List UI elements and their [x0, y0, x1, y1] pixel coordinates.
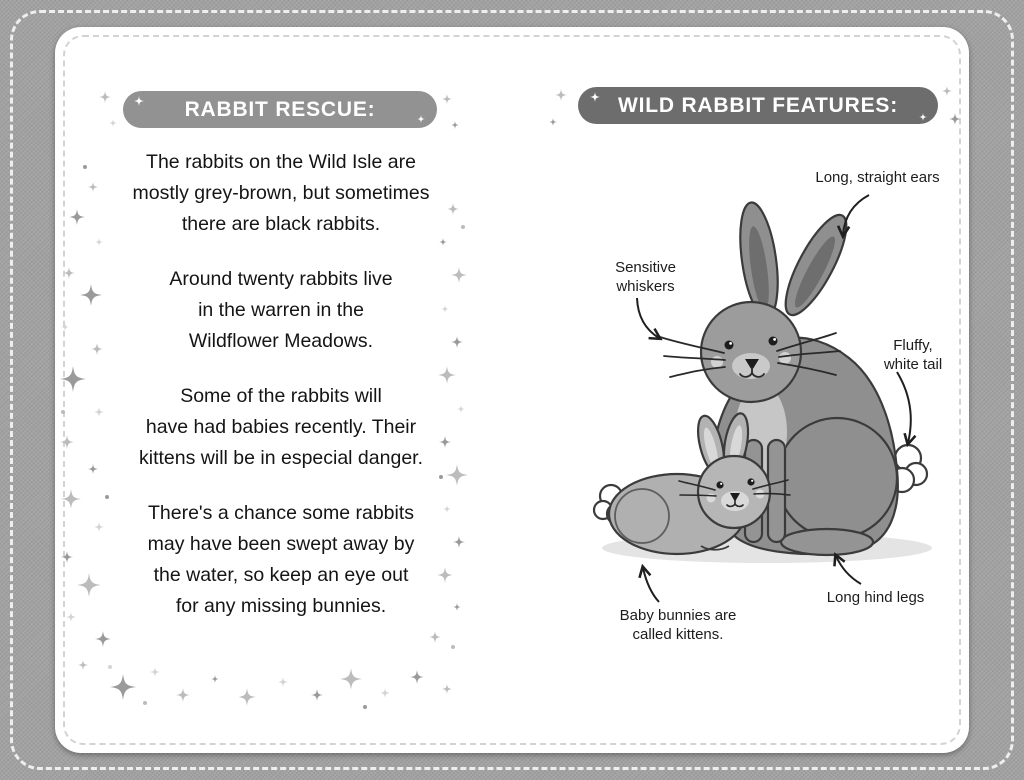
- paragraph-4: [95, 498, 467, 622]
- sparkle-icon: [61, 323, 69, 331]
- label-line: Sensitive: [615, 259, 676, 276]
- sparkle-icon: [69, 209, 85, 225]
- text-line: There's a chance some rabbits: [147, 502, 415, 524]
- sparkle-icon: [143, 701, 147, 705]
- sparkle-icon: [63, 267, 75, 279]
- book-page: [55, 27, 969, 753]
- sparkle-icon: [363, 705, 367, 709]
- text-line: kittens will be in especial danger.: [139, 447, 423, 469]
- sparkle-icon: [78, 660, 88, 670]
- sparkle-icon: [942, 86, 952, 96]
- paragraph-3: [95, 381, 467, 474]
- sparkle-icon: [410, 670, 424, 684]
- sparkle-icon: [108, 665, 112, 669]
- left-header-title: RABBIT RESCUE:: [184, 97, 376, 121]
- text-line: Some of the rabbits will: [180, 385, 382, 407]
- label-baby-bunnies: [608, 606, 748, 644]
- sparkle-icon: [61, 551, 73, 563]
- sparkle-icon: [380, 688, 390, 698]
- sparkle-icon: [311, 689, 323, 701]
- sparkle-icon: [549, 118, 557, 126]
- sparkle-icon: [451, 121, 459, 129]
- sparkle-icon: [555, 89, 567, 101]
- rescue-text-block: [95, 147, 467, 646]
- label-line: Long hind legs: [826, 589, 925, 606]
- label-line: Baby bunnies are: [619, 607, 737, 624]
- sparkle-icon: [442, 684, 452, 694]
- sparkle-icon: [61, 410, 65, 414]
- text-line: Around twenty rabbits live: [169, 268, 393, 290]
- text-line: there are black rabbits.: [181, 213, 381, 235]
- sparkle-icon: [60, 435, 74, 449]
- adult-cheek-left: [711, 356, 723, 368]
- text-line: The rabbits on the Wild Isle are: [146, 151, 416, 173]
- adult-hind-foot: [781, 529, 873, 555]
- sparkle-icon: [278, 677, 288, 687]
- sparkle-icon: [66, 612, 76, 622]
- label-long-straight-ears: [800, 168, 955, 187]
- label-line: Long, straight ears: [815, 169, 940, 186]
- left-header-badge: [123, 91, 437, 128]
- text-line: have had babies recently. Their: [145, 416, 417, 438]
- text-line: the water, so keep an eye out: [153, 564, 409, 586]
- sparkle-icon: [176, 688, 190, 702]
- sparkle-icon: [60, 366, 86, 392]
- adult-cheek-right: [779, 352, 791, 364]
- arrow-to-baby: [643, 568, 659, 602]
- sparkle-icon: [442, 94, 452, 104]
- text-line: mostly grey-brown, but sometimes: [132, 182, 430, 204]
- sparkle-icon: [340, 668, 362, 690]
- sparkle-icon: [110, 674, 136, 700]
- label-fluffy-white-tail: [868, 336, 958, 374]
- label-line: whiskers: [616, 278, 675, 295]
- label-line: Fluffy,: [893, 337, 933, 354]
- paragraph-1: [95, 147, 467, 240]
- text-line: for any missing bunnies.: [175, 595, 387, 617]
- label-line: white tail: [883, 356, 943, 373]
- text-line: in the warren in the: [198, 299, 364, 321]
- arrow-to-whiskers: [637, 298, 659, 338]
- label-long-hind-legs: [808, 588, 943, 607]
- right-header-badge: [578, 87, 938, 124]
- arrow-to-tail: [897, 372, 911, 443]
- sparkle-icon: [150, 667, 160, 677]
- label-line: called kittens.: [632, 626, 724, 643]
- label-sensitive-whiskers: [598, 258, 693, 296]
- sparkle-icon: [949, 113, 961, 125]
- sparkle-icon: [211, 675, 219, 683]
- text-line: Wildflower Meadows.: [188, 330, 374, 352]
- sparkle-icon: [109, 119, 117, 127]
- rabbit-illustration: [539, 140, 969, 660]
- sparkle-icon: [83, 165, 87, 169]
- sparkle-icon: [61, 489, 81, 509]
- paragraph-2: [95, 264, 467, 357]
- sparkle-icon: [99, 91, 111, 103]
- right-header-title: WILD RABBIT FEATURES:: [617, 93, 899, 117]
- adult-haunch: [777, 418, 897, 538]
- text-line: may have been swept away by: [147, 533, 415, 555]
- sparkle-icon: [238, 688, 256, 706]
